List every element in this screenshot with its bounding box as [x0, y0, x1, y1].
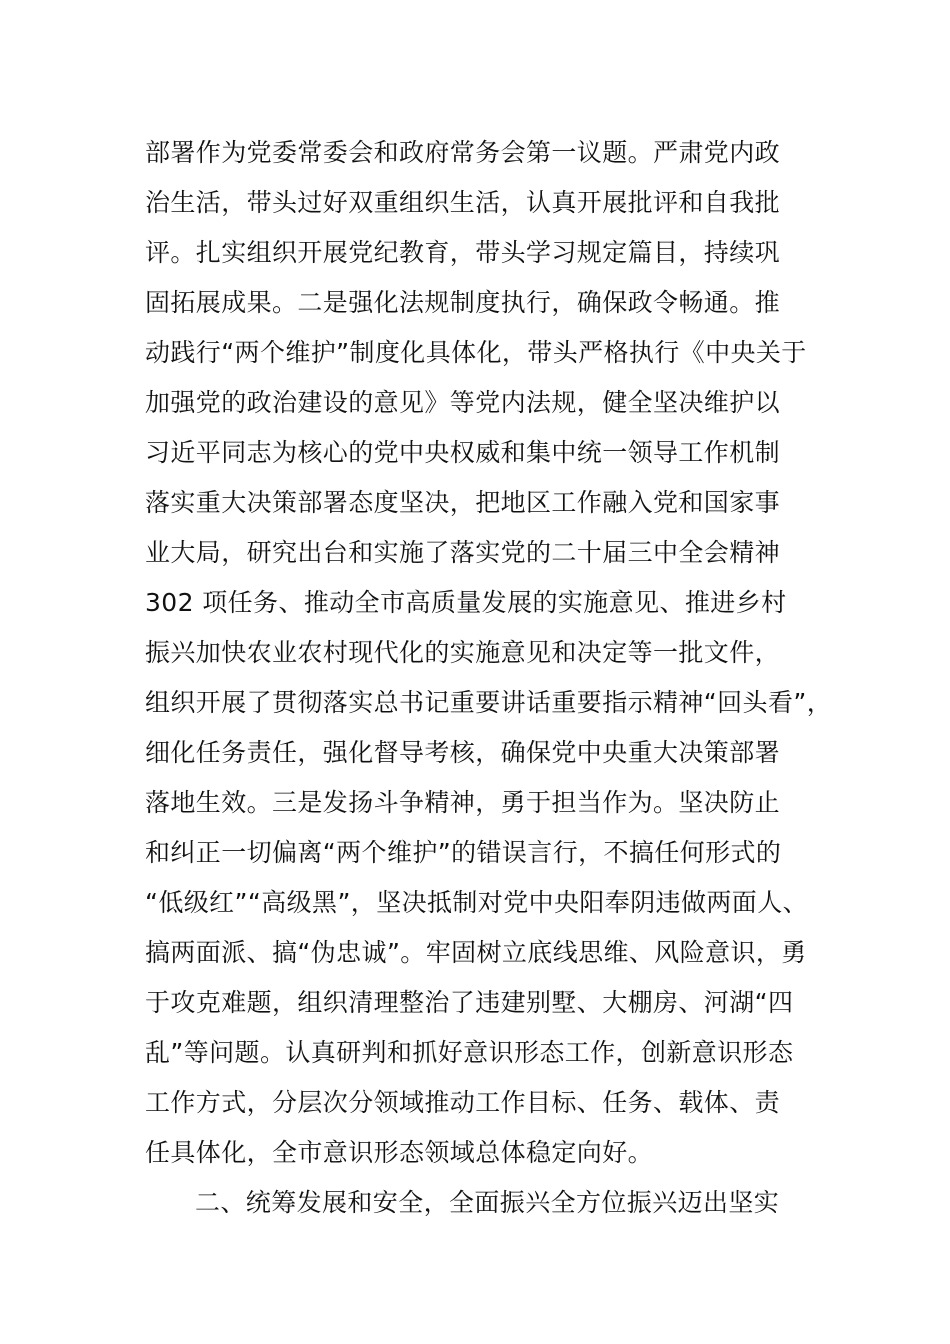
text-line-8: 落实重大决策部署态度坚决，把地区工作融入党和国家事: [145, 488, 781, 517]
section-heading-2: 二、统筹发展和安全，全面振兴全方位振兴迈出坚实: [195, 1188, 780, 1217]
text-line-13: 细化任务责任，强化督导考核，确保党中央重大决策部署: [145, 738, 781, 767]
text-line-10: 302 项任务、推动全市高质量发展的实施意见、推进乡村: [145, 588, 787, 617]
text-line-19: 乱”等问题。认真研判和抓好意识形态工作，创新意识形态: [145, 1038, 794, 1067]
text-line-5: 动践行“两个维护”制度化具体化，带头严格执行《中央关于: [145, 338, 807, 367]
text-line-18: 于攻克难题，组织清理整治了违建别墅、大棚房、河湖“四: [145, 988, 794, 1017]
text-line-9: 业大局，研究出台和实施了落实党的二十届三中全会精神: [145, 538, 781, 567]
text-line-20: 工作方式，分层次分领域推动工作目标、任务、载体、责: [145, 1088, 781, 1117]
text-line-14: 落地生效。三是发扬斗争精神，勇于担当作为。坚决防止: [145, 788, 781, 817]
text-line-2: 治生活，带头过好双重组织生活，认真开展批评和自我批: [145, 188, 781, 217]
text-line-21: 任具体化，全市意识形态领域总体稳定向好。: [145, 1138, 654, 1167]
text-line-7: 习近平同志为核心的党中央权威和集中统一领导工作机制: [145, 438, 781, 467]
text-line-15: 和纠正一切偏离“两个维护”的错误言行，不搞任何形式的: [145, 838, 782, 867]
text-line-3: 评。扎实组织开展党纪教育，带头学习规定篇目，持续巩: [145, 238, 781, 267]
text-line-4: 固拓展成果。二是强化法规制度执行，确保政令畅通。推: [145, 288, 781, 317]
text-line-1: 部署作为党委常委会和政府常务会第一议题。严肃党内政: [145, 138, 781, 167]
text-line-6: 加强党的政治建设的意见》等党内法规，健全坚决维护以: [145, 388, 781, 417]
text-line-17: 搞两面派、搞“伪忠诚”。牢固树立底线思维、风险意识，勇: [145, 938, 807, 967]
text-line-11: 振兴加快农业农村现代化的实施意见和决定等一批文件，: [145, 638, 781, 667]
text-line-12: 组织开展了贯彻落实总书记重要讲话重要指示精神“回头看”，: [145, 688, 833, 717]
text-line-16: “低级红”“高级黑”，坚决抵制对党中央阳奉阴违做两面人、: [145, 888, 809, 917]
